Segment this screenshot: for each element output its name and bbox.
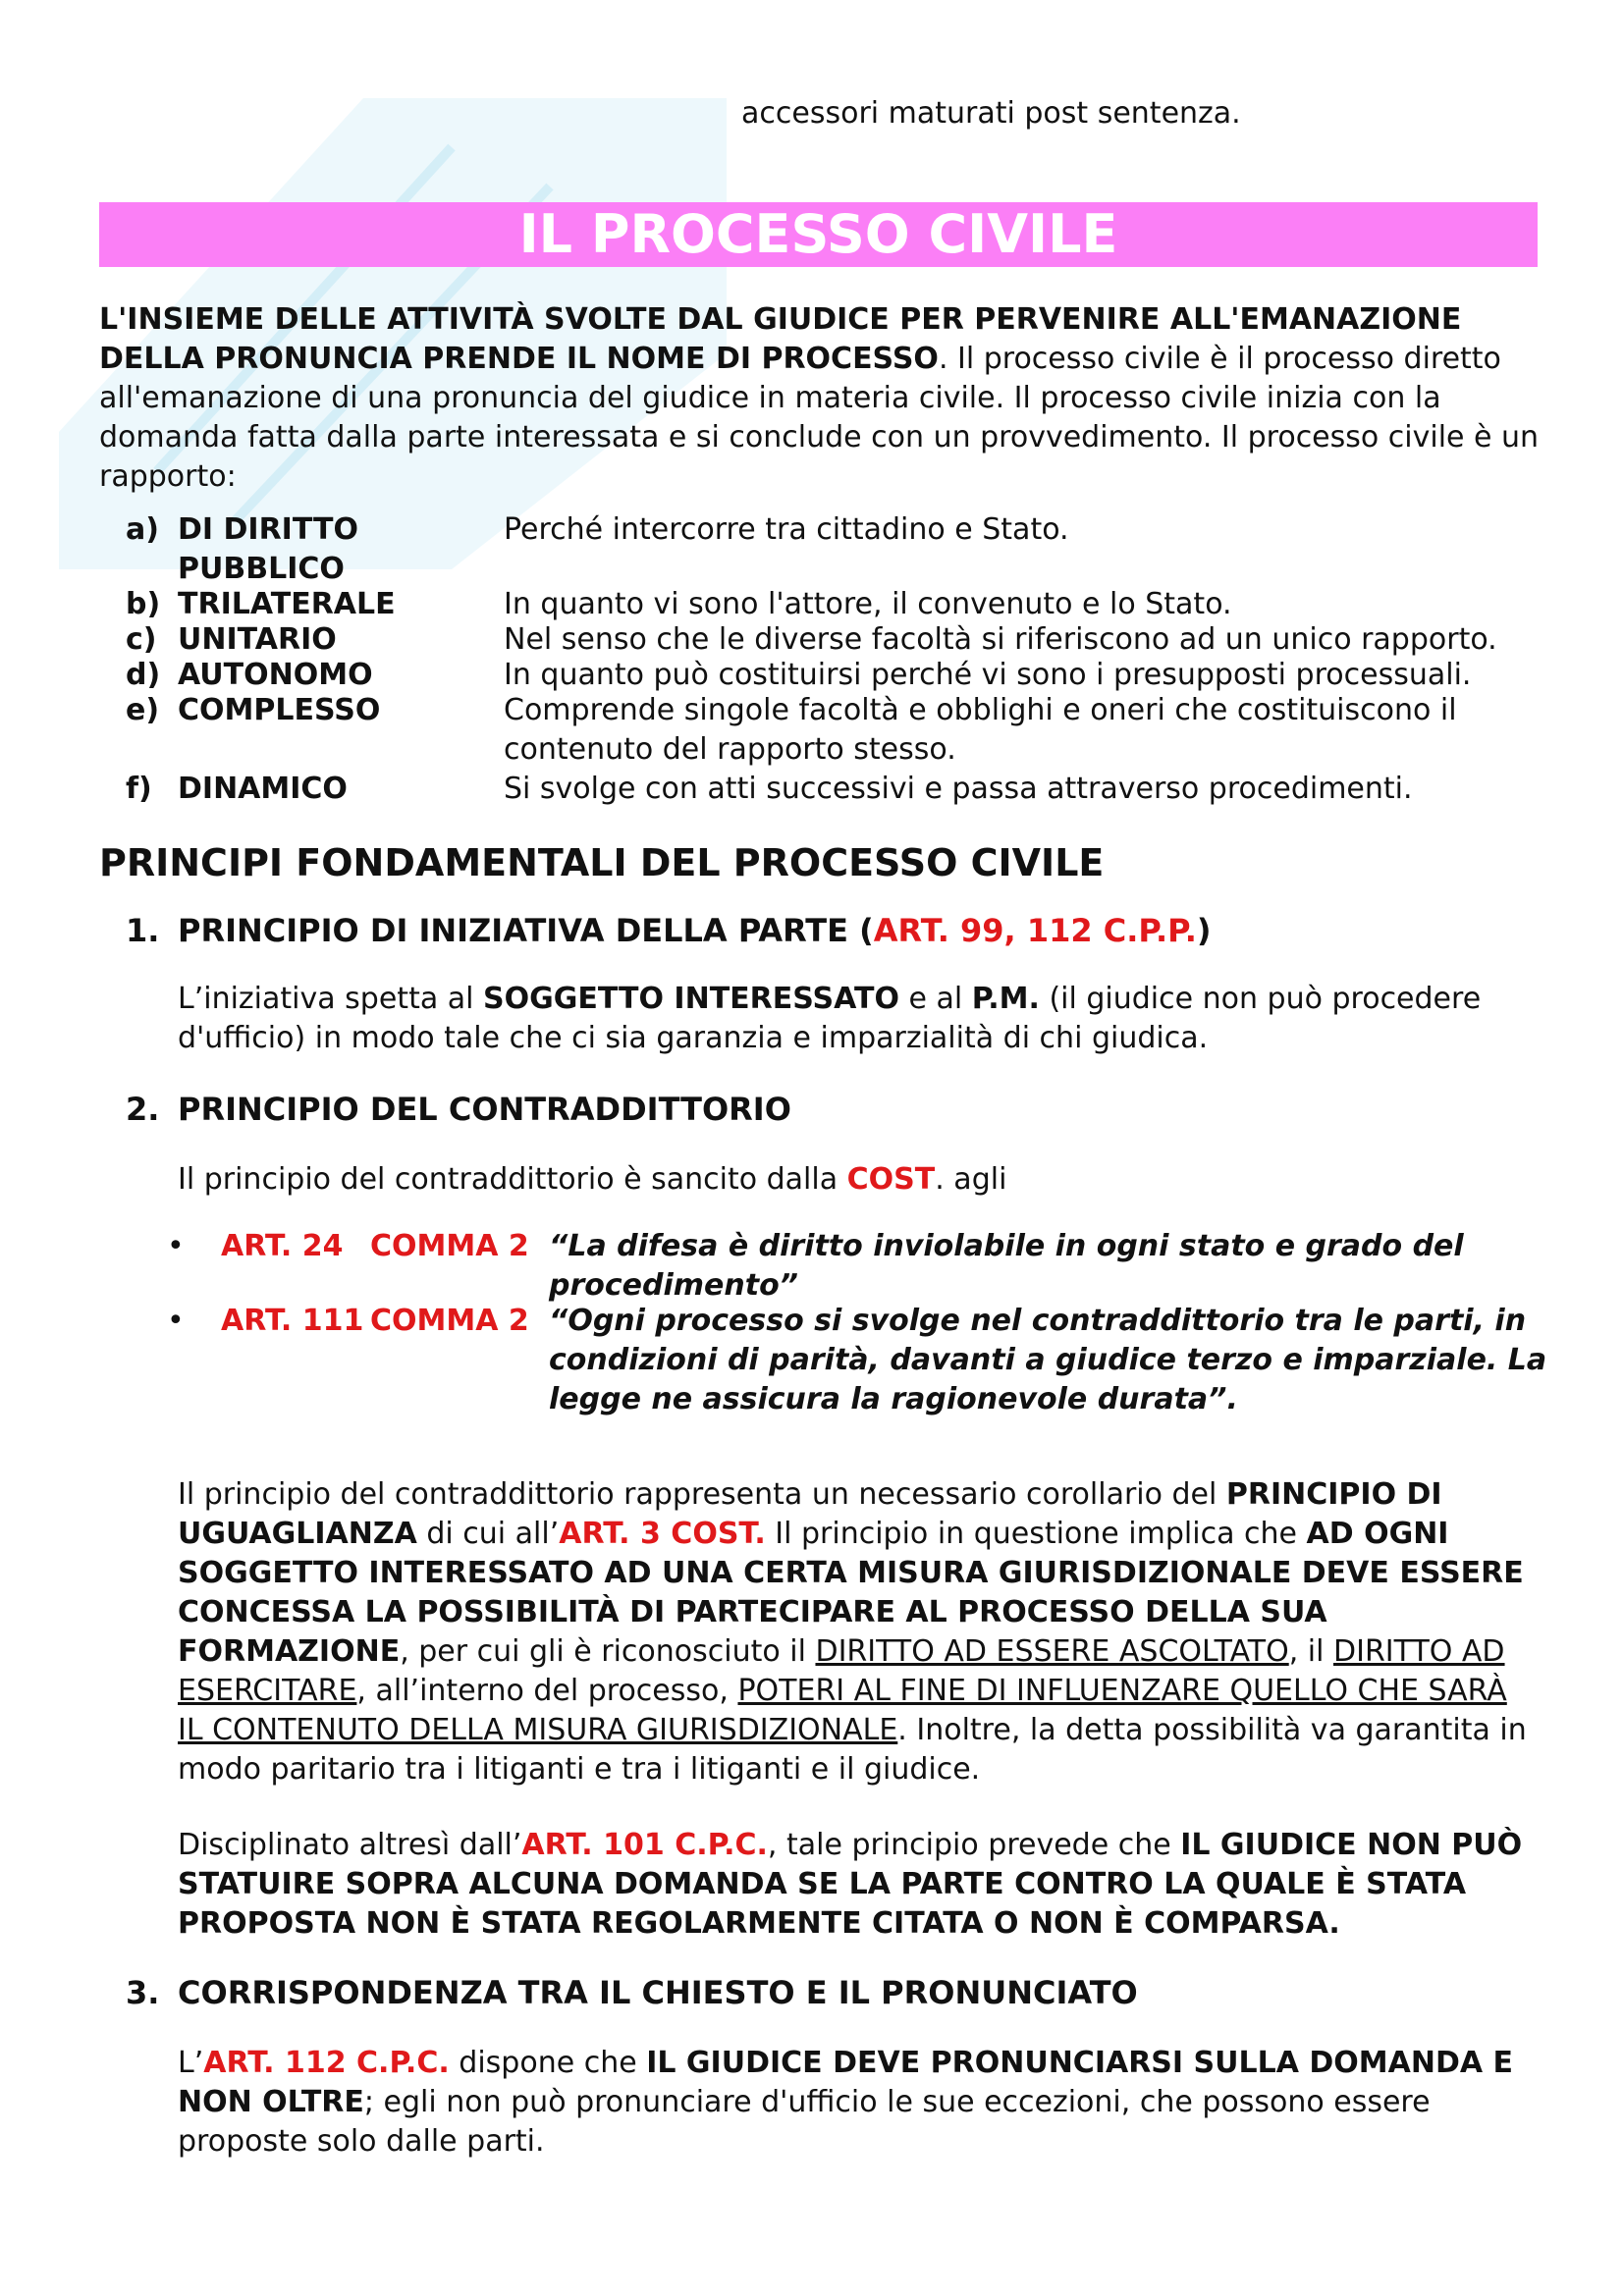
list-letter: c) (126, 622, 157, 657)
article-quote: “La difesa è diritto inviolabile in ogni stato e grado del procedimento” (549, 1229, 1464, 1303)
principle-2-heading (126, 1090, 791, 1129)
principle-3-heading (126, 1973, 1138, 2012)
article-ref: ART. 24 (221, 1229, 344, 1263)
text: , per cui gli è riconosciuto il (400, 1634, 816, 1669)
bold-text: PRINCIPIO DI UGUAGLIANZA (178, 1477, 1442, 1551)
principle-number: 1. (126, 912, 160, 949)
article-quote: “Ogni processo si svolge nel contraddittorio tra le parti, in condizioni di parità, davanti a giudice terzo e imparziale. La legge ne assicura la ragionevole durata”. (549, 1304, 1547, 1416)
list-desc: Nel senso che le diverse facoltà si riferiscono ad un unico rapporto. (504, 622, 1497, 657)
principle-title: PRINCIPIO DEL CONTRADDITTORIO (178, 1091, 791, 1128)
text: , all’interno del processo, (356, 1674, 738, 1708)
principle-3-body (178, 2044, 1533, 2162)
comma-ref: COMMA 2 (370, 1229, 529, 1263)
document-title: IL PROCESSO CIVILE (99, 202, 1538, 267)
list-desc: In quanto vi sono l'attore, il convenuto e lo Stato. (504, 587, 1232, 621)
list-letter: e) (126, 693, 160, 727)
list-item (167, 1302, 1561, 1419)
underlined-text: DIRITTO AD ESERCITARE (178, 1634, 1505, 1708)
list-term: COMPLESSO (178, 693, 381, 727)
list-item (126, 585, 1549, 624)
page-top-fragment: accessori maturati post sentenza. (741, 96, 1241, 131)
bold-text: P.M. (971, 982, 1040, 1016)
principle-title: CORRISPONDENZA TRA IL CHIESTO E IL PRONUNCIATO (178, 1974, 1138, 2011)
reference: ART. 3 COST. (559, 1517, 766, 1551)
principle-title: PRINCIPIO DI INIZIATIVA DELLA PARTE ( (178, 912, 874, 949)
text: L’ (178, 2046, 204, 2080)
text: (il giudice non può procedere d'ufficio) in modo tale che ci sia garanzia e imparzialità di chi giudica. (178, 982, 1482, 1055)
list-desc: Si svolge con atti successivi e passa attraverso procedimenti. (504, 772, 1413, 806)
bullet-dot: • (167, 1229, 185, 1263)
bullet-dot: • (167, 1304, 185, 1338)
principle-title-end: ) (1196, 912, 1212, 949)
list-item (126, 656, 1549, 695)
intro-paragraph (99, 300, 1542, 497)
intro-rest: . Il processo civile è il processo diretto all'emanazione di una pronuncia del giudice in materia civile. Il processo civile inizia con la domanda fatta dalla parte interessata e si conclude con un provvedimento. Il processo civile è un rapporto: (99, 342, 1540, 494)
principle-2-body (178, 1475, 1533, 1789)
list-item (126, 691, 1549, 770)
list-letter: a) (126, 512, 159, 547)
list-item (167, 1227, 1561, 1306)
bold-text: SOGGETTO INTERESSATO (483, 982, 899, 1016)
reference: ART. 101 C.P.C. (521, 1828, 768, 1862)
article-ref: ART. 111 (221, 1304, 364, 1338)
principle-number: 3. (126, 1974, 160, 2011)
list-item (126, 770, 1549, 809)
underlined-text: DIRITTO AD ESSERE ASCOLTATO (815, 1634, 1289, 1669)
principle-1-body (178, 980, 1533, 1058)
bold-text: IL GIUDICE DEVE PRONUNCIARSI SULLA DOMANDA E NON OLTRE (178, 2046, 1514, 2119)
list-letter: d) (126, 658, 161, 692)
text: e al (898, 982, 972, 1016)
list-term: AUTONOMO (178, 658, 373, 692)
principle-2-discipline (178, 1826, 1533, 1944)
list-item (126, 620, 1549, 660)
list-term: TRILATERALE (178, 587, 396, 621)
text: di cui all’ (416, 1517, 560, 1551)
text: ; egli non può pronunciare d'ufficio le sue eccezioni, che possono essere proposte solo dalle parti. (178, 2085, 1431, 2159)
list-letter: b) (126, 587, 161, 621)
list-desc: In quanto può costituirsi perché vi sono i presupposti processuali. (504, 658, 1472, 692)
bold-text: IL GIUDICE NON PUÒ STATUIRE SOPRA ALCUNA DOMANDA SE LA PARTE CONTRO LA QUALE È STATA PROPOSTA NON È STATA REGOLARMENTE CITATA O NON È COMPARSA. (178, 1828, 1523, 1941)
text: , il (1288, 1634, 1333, 1669)
text: dispone che (449, 2046, 647, 2080)
list-desc: Perché intercorre tra cittadino e Stato. (504, 512, 1069, 547)
text: Disciplinato altresì dall’ (178, 1828, 522, 1862)
reference: ART. 112 C.P.C. (203, 2046, 450, 2080)
comma-ref: COMMA 2 (370, 1304, 529, 1338)
principle-number: 2. (126, 1091, 160, 1128)
article-bullets (167, 1227, 1561, 1419)
text: . Inoltre, la detta possibilità va garantita in modo paritario tra i litiganti e tra i litiganti e il giudice. (178, 1713, 1527, 1787)
text: L’iniziativa spetta al (178, 982, 484, 1016)
text: Il principio del contraddittorio rappresenta un necessario corollario del (178, 1477, 1226, 1512)
text: Il principio del contraddittorio è sancito dalla (178, 1162, 847, 1197)
list-letter: f) (126, 772, 152, 806)
principle-reference: ART. 99, 112 C.P.P. (873, 912, 1197, 949)
list-term: UNITARIO (178, 622, 337, 657)
reference: COST (846, 1162, 936, 1197)
text: . agli (935, 1162, 1007, 1197)
list-item (126, 510, 1549, 589)
text: , tale principio prevede che (767, 1828, 1181, 1862)
bold-text: AD OGNI SOGGETTO INTERESSATO AD UNA CERTA MISURA GIURISDIZIONALE DEVE ESSERE CONCESSA LA POSSIBILITÀ DI PARTECIPARE AL PROCESSO DELLA SUA FORMAZIONE (178, 1517, 1524, 1669)
list-desc: Comprende singole facoltà e obblighi e oneri che costituiscono il contenuto del rapporto stesso. (504, 693, 1457, 767)
principle-1-heading (126, 911, 1211, 950)
principle-2-intro (178, 1160, 1533, 1200)
list-term: DINAMICO (178, 772, 348, 806)
section-title: PRINCIPI FONDAMENTALI DEL PROCESSO CIVILE (99, 841, 1105, 884)
characteristics-list (126, 510, 1549, 809)
list-term: DI DIRITTO PUBBLICO (178, 512, 358, 586)
intro-bold-lead: L'INSIEME DELLE ATTIVITÀ SVOLTE DAL GIUDICE PER PERVENIRE ALL'EMANAZIONE DELLA PRONUNCIA PRENDE IL NOME DI PROCESSO (99, 302, 1462, 376)
text: Il principio in questione implica che (765, 1517, 1307, 1551)
underlined-text: POTERI AL FINE DI INFLUENZARE QUELLO CHE SARÀ IL CONTENUTO DELLA MISURA GIURISDIZIONALE (178, 1674, 1507, 1747)
